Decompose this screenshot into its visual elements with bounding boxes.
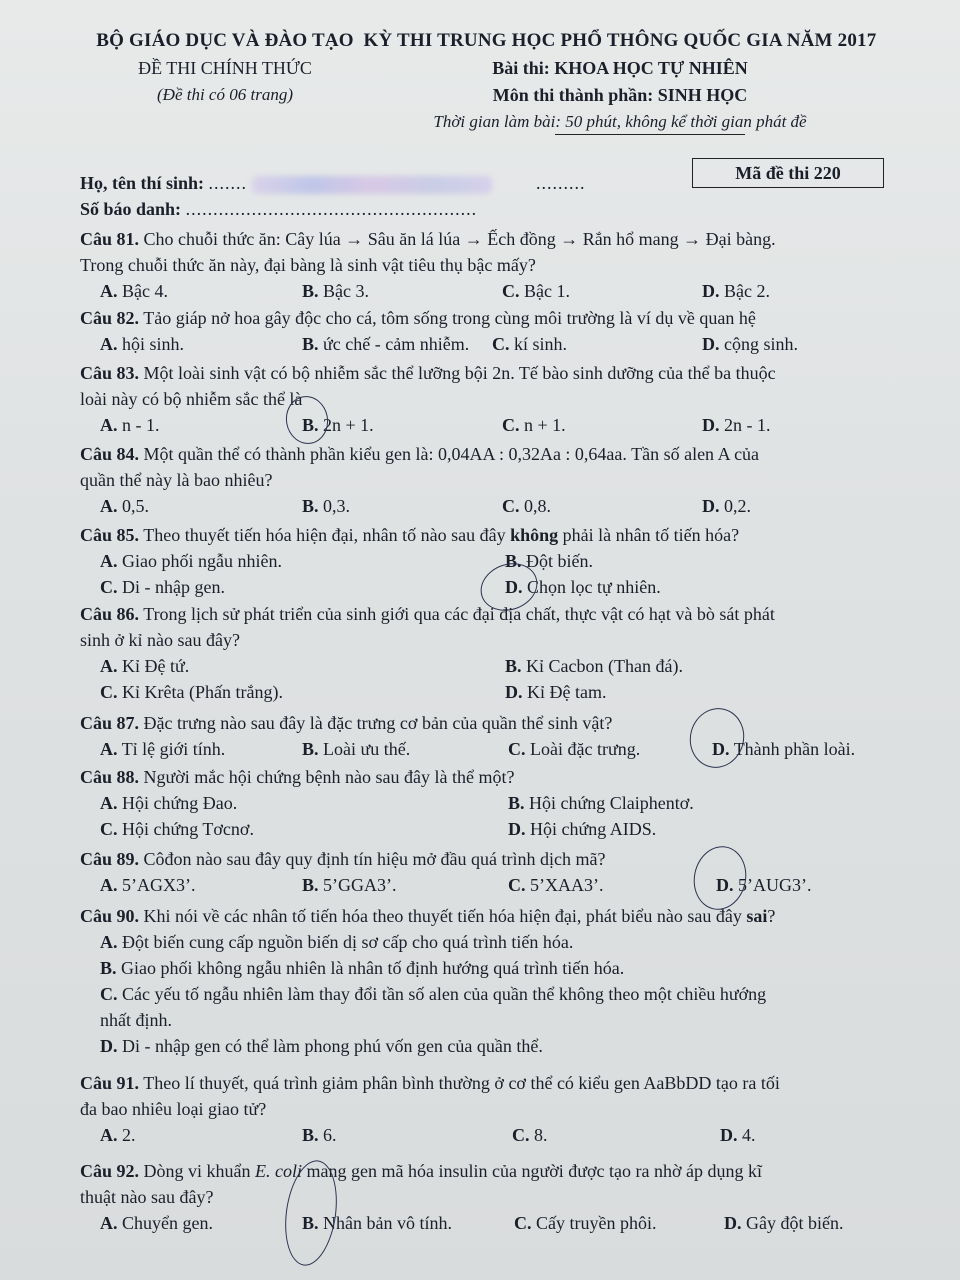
option-value: Giao phối không ngẫu nhiên là nhân tố định hướng quá trình tiến hóa. <box>121 958 625 978</box>
option-a <box>100 278 168 304</box>
question-text <box>80 710 920 736</box>
question-text <box>80 764 920 790</box>
option-a <box>100 736 225 762</box>
option-value: Hội chứng Đao. <box>122 793 238 813</box>
option-c <box>502 412 566 438</box>
option-b <box>508 790 694 816</box>
option-key: D. <box>505 577 523 597</box>
question-line: Một loài sinh vật có bộ nhiễm sắc thể lưỡng bội 2n. Tế bào sinh dưỡng của thể ba thuộc <box>143 363 776 383</box>
option-key: C. <box>508 739 526 759</box>
option-a <box>100 1210 213 1236</box>
option-value: Bậc 4. <box>122 281 168 301</box>
option-a <box>100 872 196 898</box>
option-key: D. <box>702 496 720 516</box>
question-line: Tảo giáp nở hoa gây độc cho cá, tôm sống trong cùng môi trường là ví dụ về quan hệ <box>143 308 756 328</box>
option-key: D. <box>712 739 730 759</box>
option-value: Các yếu tố ngẫu nhiên làm thay đổi tần số alen của quần thể không theo một chiều hướng <box>122 984 767 1004</box>
option-key: B. <box>302 281 319 301</box>
header-rule <box>555 134 745 135</box>
question-line: ? <box>767 906 776 926</box>
option-a <box>100 412 160 438</box>
option-b <box>302 493 350 519</box>
exam-title: KỲ THI TRUNG HỌC PHỔ THÔNG QUỐC GIA NĂM 2017 <box>363 30 877 51</box>
subject-name: Môn thi thành phần: SINH HỌC <box>492 85 748 105</box>
option-key: D. <box>508 819 526 839</box>
question-number: Câu 84. <box>80 444 140 464</box>
question-87 <box>80 710 920 762</box>
time-limit: Thời gian làm bài: 50 phút, không kể thời gian phát đề <box>433 112 807 131</box>
option-key: B. <box>302 1125 319 1145</box>
question-text <box>80 305 920 331</box>
option-key: A. <box>100 334 118 354</box>
option-value: 4. <box>742 1125 756 1145</box>
option-d <box>702 412 771 438</box>
question-line: Theo thuyết tiến hóa hiện đại, nhân tố nào sau đây <box>143 525 511 545</box>
option-a <box>100 493 149 519</box>
option-c <box>502 493 551 519</box>
question-text <box>80 226 920 252</box>
option-value: 5’AUG3’. <box>738 875 812 895</box>
option-b <box>302 736 410 762</box>
option-d <box>505 679 606 705</box>
question-line: Cho chuỗi thức ăn: Cây lúa → Sâu ăn lá lúa → Ếch đồng → Rắn hổ mang → Đại bàng. <box>143 229 776 249</box>
question-line: thuật nào sau đây? <box>80 1187 214 1207</box>
option-key: A. <box>100 932 118 952</box>
question-number: Câu 86. <box>80 604 140 624</box>
question-number: Câu 82. <box>80 308 140 328</box>
option-value: Bậc 1. <box>524 281 570 301</box>
option-key: D. <box>702 281 720 301</box>
question-text <box>80 360 920 386</box>
option-value: cộng sinh. <box>724 334 798 354</box>
option-value: n - 1. <box>122 415 160 435</box>
option-value: Đột biến. <box>526 551 594 571</box>
question-text <box>80 1158 920 1184</box>
option-c <box>512 1122 548 1148</box>
question-number: Câu 85. <box>80 525 140 545</box>
option-d <box>724 1210 843 1236</box>
candidate-name-row <box>80 170 586 196</box>
option-key: C. <box>502 496 520 516</box>
option-key: A. <box>100 875 118 895</box>
option-d <box>702 278 770 304</box>
option-key: D. <box>505 682 523 702</box>
question-text <box>80 601 920 627</box>
option-b <box>302 1122 337 1148</box>
option-c <box>492 331 567 357</box>
question-number: Câu 90. <box>80 906 140 926</box>
question-text <box>80 846 920 872</box>
candidate-name-label: Họ, tên thí sinh: <box>80 173 205 193</box>
options-row <box>80 412 920 438</box>
option-value: Hội chứng AIDS. <box>530 819 657 839</box>
option-value: Thành phần loài. <box>733 739 856 759</box>
option-c <box>514 1210 656 1236</box>
options-row <box>80 278 920 304</box>
question-84 <box>80 441 920 519</box>
question-92 <box>80 1158 920 1236</box>
question-number: Câu 88. <box>80 767 140 787</box>
option-value: Chuyển gen. <box>122 1213 213 1233</box>
option-key: A. <box>100 551 118 571</box>
option-value: Kỉ Đệ tứ. <box>122 656 190 676</box>
option-a <box>100 331 184 357</box>
option-value: Kỉ Đệ tam. <box>527 682 607 702</box>
option-value: Loài ưu thế. <box>323 739 411 759</box>
option-value: kí sinh. <box>514 334 568 354</box>
option-key: B. <box>302 334 319 354</box>
question-line: quần thể này là bao nhiêu? <box>80 470 273 490</box>
option-key: D. <box>724 1213 742 1233</box>
option-b <box>505 653 683 679</box>
question-text <box>80 522 920 548</box>
option-key: C. <box>502 415 520 435</box>
options-row <box>80 653 920 679</box>
option-key: D. <box>716 875 734 895</box>
options-row <box>80 493 920 519</box>
option-d <box>702 331 798 357</box>
option-a <box>100 790 237 816</box>
candidate-id-row <box>80 196 586 222</box>
question-line: Dòng vi khuẩn <box>143 1161 256 1181</box>
option-b <box>302 278 369 304</box>
option-key: A. <box>100 793 118 813</box>
option-key: B. <box>508 793 525 813</box>
option-d <box>720 1122 756 1148</box>
option-value: 5’GGA3’. <box>323 875 397 895</box>
question-line: Người mắc hội chứng bệnh nào sau đây là thể một? <box>143 767 515 787</box>
option-key: A. <box>100 496 118 516</box>
option-value: Giao phối ngẫu nhiên. <box>122 551 282 571</box>
option-key: D. <box>702 334 720 354</box>
options-row <box>80 1122 920 1148</box>
question-83 <box>80 360 920 438</box>
ministry-name: BỘ GIÁO DỤC VÀ ĐÀO TẠO <box>96 30 354 51</box>
option-key: B. <box>505 656 522 676</box>
name-dots-left: ....... <box>208 173 248 193</box>
statement-d <box>80 1033 920 1059</box>
statement-c <box>80 981 920 1007</box>
option-key: D. <box>100 1036 118 1056</box>
option-value: Tỉ lệ giới tính. <box>121 739 226 759</box>
question-line: mang gen mã hóa insulin của người được tạo ra nhờ áp dụng kĩ <box>302 1161 762 1181</box>
option-value: Đột biến cung cấp nguồn biến dị sơ cấp cho quá trình tiến hóa. <box>122 932 574 952</box>
option-value: 2n - 1. <box>724 415 771 435</box>
question-line: phải là nhân tố tiến hóa? <box>558 525 740 545</box>
question-line: Trong chuỗi thức ăn này, đại bàng là sinh vật tiêu thụ bậc mấy? <box>80 255 536 275</box>
option-value: Kỉ Krêta (Phấn trắng). <box>122 682 283 702</box>
question-90 <box>80 903 920 1059</box>
question-line: đa bao nhiêu loại giao tử? <box>80 1099 267 1119</box>
question-number: Câu 91. <box>80 1073 140 1093</box>
question-line: Một quần thể có thành phần kiểu gen là: 0,04AA : 0,32Aa : 0,64aa. Tần số alen A của <box>143 444 760 464</box>
option-key: C. <box>502 281 520 301</box>
question-91 <box>80 1070 920 1148</box>
option-value: 0,8. <box>524 496 551 516</box>
option-key: C. <box>508 875 526 895</box>
question-line: sinh ở kỉ nào sau đây? <box>80 630 240 650</box>
option-value: 5’AGX3’. <box>122 875 196 895</box>
option-key: A. <box>100 739 118 759</box>
options-row <box>80 331 920 357</box>
official-label: ĐỀ THI CHÍNH THỨC <box>138 58 312 78</box>
option-c <box>100 816 254 842</box>
option-key: B. <box>505 551 522 571</box>
option-value: 5’XAA3’. <box>530 875 604 895</box>
option-a <box>100 548 282 574</box>
option-value: 2. <box>122 1125 136 1145</box>
option-value: hội sinh. <box>122 334 185 354</box>
option-key: A. <box>100 1125 118 1145</box>
option-c <box>100 574 225 600</box>
option-key: B. <box>302 875 319 895</box>
option-value: 2n + 1. <box>323 415 374 435</box>
option-key: A. <box>100 656 118 676</box>
options-row <box>80 1210 920 1236</box>
option-b <box>302 331 469 357</box>
option-value: n + 1. <box>524 415 566 435</box>
question-81 <box>80 226 920 304</box>
option-value: Di - nhập gen có thể làm phong phú vốn gen của quần thể. <box>122 1036 543 1056</box>
options-row <box>80 679 920 705</box>
option-key: B. <box>302 1213 319 1233</box>
question-emphasis: sai <box>746 906 768 926</box>
question-number: Câu 92. <box>80 1161 140 1181</box>
option-value: Gây đột biến. <box>746 1213 844 1233</box>
option-key: C. <box>100 577 118 597</box>
statement-b <box>80 955 920 981</box>
question-text <box>80 903 920 929</box>
option-value: 0,2. <box>724 496 751 516</box>
paper-name: Bài thi: KHOA HỌC TỰ NHIÊN <box>492 58 748 78</box>
question-line: Trong lịch sử phát triển của sinh giới qua các đại địa chất, thực vật có hạt và bò sát phát <box>143 604 775 624</box>
header-left <box>80 30 370 105</box>
question-text <box>80 441 920 467</box>
option-value: ức chế - cảm nhiễm. <box>323 334 470 354</box>
option-key: D. <box>702 415 720 435</box>
option-c <box>502 278 570 304</box>
option-key: C. <box>514 1213 532 1233</box>
question-line: Đặc trưng nào sau đây là đặc trưng cơ bản của quần thể sinh vật? <box>143 713 613 733</box>
question-line: Khi nói về các nhân tố tiến hóa theo thuyết tiến hóa hiện đại, phát biểu nào sau đây <box>143 906 747 926</box>
options-row <box>80 816 920 842</box>
option-a <box>100 653 189 679</box>
option-key: C. <box>100 682 118 702</box>
statement-c-cont: nhất định. <box>100 1010 172 1030</box>
option-key: C. <box>100 819 118 839</box>
option-value: Hội chứng Tơcnơ. <box>122 819 254 839</box>
option-value: 6. <box>323 1125 337 1145</box>
option-key: C. <box>100 984 118 1004</box>
option-key: D. <box>720 1125 738 1145</box>
option-c <box>508 736 640 762</box>
option-key: A. <box>100 1213 118 1233</box>
exam-code-box: Mã đề thi 220 <box>692 158 884 188</box>
name-dots-right: ......... <box>536 173 586 193</box>
question-text <box>80 1070 920 1096</box>
option-d <box>508 816 656 842</box>
option-key: A. <box>100 415 118 435</box>
option-key: C. <box>512 1125 530 1145</box>
question-number: Câu 87. <box>80 713 140 733</box>
option-value: 0,5. <box>122 496 149 516</box>
option-value: Bậc 2. <box>724 281 770 301</box>
question-line: Theo lí thuyết, quá trình giảm phân bình thường ở cơ thể có kiểu gen AaBbDD tạo ra tối <box>143 1073 780 1093</box>
option-d <box>702 493 751 519</box>
question-emphasis: không <box>510 525 559 545</box>
options-row <box>80 736 920 762</box>
question-italic: E. coli <box>255 1161 303 1181</box>
question-82 <box>80 305 920 357</box>
option-value: 0,3. <box>323 496 351 516</box>
pages-note: (Đề thi có 06 trang) <box>157 85 293 104</box>
option-b <box>302 872 397 898</box>
statement-a <box>80 929 920 955</box>
question-88 <box>80 764 920 842</box>
option-key: B. <box>100 958 117 978</box>
option-value: Hội chứng Claiphentơ. <box>529 793 694 813</box>
candidate-id-label: Số báo danh: <box>80 199 182 219</box>
option-value: Loài đặc trưng. <box>530 739 641 759</box>
option-value: Chọn lọc tự nhiên. <box>527 577 661 597</box>
option-key: B. <box>302 739 319 759</box>
question-number: Câu 89. <box>80 849 140 869</box>
option-value: Cấy truyền phôi. <box>536 1213 657 1233</box>
option-value: Di - nhập gen. <box>122 577 225 597</box>
option-value: Kỉ Cacbon (Than đá). <box>526 656 683 676</box>
blurred-name <box>252 176 492 194</box>
option-c <box>508 872 604 898</box>
options-row <box>80 790 920 816</box>
option-key: B. <box>302 415 319 435</box>
option-key: A. <box>100 281 118 301</box>
option-key: B. <box>302 496 319 516</box>
header-right <box>360 30 880 132</box>
question-line: Côđon nào sau đây quy định tín hiệu mở đầu quá trình dịch mã? <box>143 849 606 869</box>
option-c <box>100 679 283 705</box>
id-dots: ..................................................... <box>185 199 478 219</box>
option-key: C. <box>492 334 510 354</box>
option-a <box>100 1122 136 1148</box>
question-number: Câu 81. <box>80 229 140 249</box>
options-row <box>80 872 920 898</box>
question-number: Câu 83. <box>80 363 140 383</box>
option-value: Bậc 3. <box>323 281 369 301</box>
question-86 <box>80 601 920 705</box>
option-value: Nhân bản vô tính. <box>323 1213 452 1233</box>
candidate-block <box>80 170 586 222</box>
question-89 <box>80 846 920 898</box>
option-value: 8. <box>534 1125 548 1145</box>
question-line: loài này có bộ nhiễm sắc thể là <box>80 389 303 409</box>
